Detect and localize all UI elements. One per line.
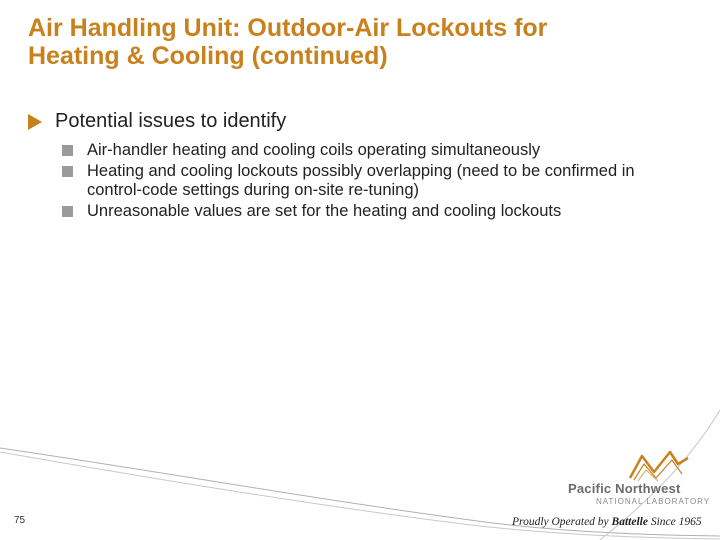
square-bullet-icon — [62, 206, 73, 217]
tagline-prefix: Proudly Operated by — [512, 516, 612, 528]
org-subtitle: NATIONAL LABORATORY — [596, 497, 711, 506]
sub-bullet-text: Unreasonable values are set for the heating and cooling lockouts — [87, 202, 562, 220]
tagline-brand: Battelle — [611, 516, 648, 528]
tagline-suffix: Since 1965 — [647, 516, 702, 528]
sub-bullet — [62, 162, 692, 200]
footer-tagline — [512, 516, 702, 528]
square-bullet-icon — [62, 166, 73, 177]
square-bullet-icon — [62, 145, 73, 156]
main-bullet-text: Potential issues to identify — [55, 110, 287, 132]
title-line-1: Air Handling Unit: Outdoor-Air Lockouts for — [28, 14, 548, 42]
title-line-2: Heating & Cooling (continued) — [28, 42, 388, 70]
sub-bullet — [62, 141, 692, 160]
sub-bullet-list — [62, 141, 692, 223]
page-number: 75 — [14, 515, 26, 526]
sub-bullet-text: Air-handler heating and cooling coils operating simultaneously — [87, 141, 541, 159]
slide-title — [28, 14, 708, 70]
sub-bullet — [62, 202, 692, 221]
sub-bullet-text: Heating and cooling lockouts possibly overlapping (need to be confirmed in control-code settings during on-site re-tuning) — [87, 162, 635, 199]
org-name: Pacific Northwest — [568, 481, 681, 496]
arrow-bullet-icon — [28, 114, 42, 130]
pnnl-logo-icon — [626, 450, 692, 482]
main-bullet — [28, 110, 286, 133]
